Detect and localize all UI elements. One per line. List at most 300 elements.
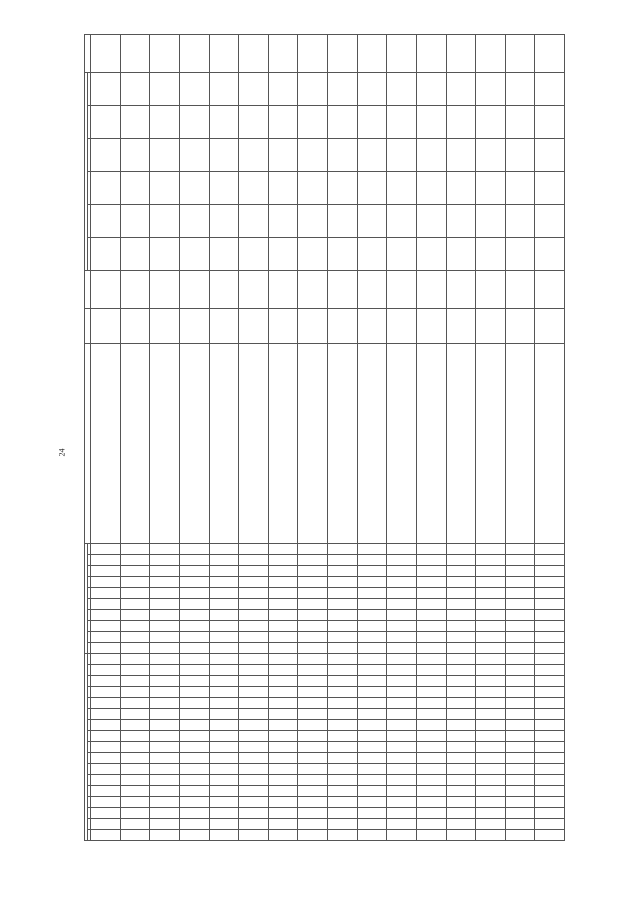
cell-code-25 (120, 565, 150, 576)
cell-base (91, 270, 121, 308)
cell-year-3 (239, 171, 269, 204)
cell-code-17 (239, 653, 269, 664)
cell-code-18 (416, 642, 446, 653)
cell-code-19 (357, 631, 387, 642)
cell-code-14 (268, 687, 298, 698)
cell-code-13 (328, 698, 358, 709)
cell-year-5 (476, 105, 506, 138)
cell-year-5 (387, 105, 417, 138)
cell-code-6 (535, 775, 565, 786)
cell-code-15 (120, 676, 150, 687)
cell-code-19 (446, 631, 476, 642)
cell-code-24 (446, 576, 476, 587)
cell-year-4 (505, 138, 535, 171)
cell-year-4 (535, 138, 565, 171)
cell-code-5 (268, 786, 298, 797)
cell-year-4 (446, 138, 476, 171)
cell-code-7 (357, 764, 387, 775)
cell-code-12 (416, 709, 446, 720)
cell-year-5 (150, 105, 180, 138)
cell-code-4 (357, 797, 387, 808)
cell-base (150, 270, 180, 308)
cell-code-25 (535, 565, 565, 576)
cell-code-26 (150, 554, 180, 565)
cell-code-9 (416, 742, 446, 753)
cell-code-21 (298, 609, 328, 620)
cell-unit (446, 308, 476, 343)
cell-code-10 (209, 731, 239, 742)
cell-year-1 (505, 237, 535, 270)
cell-code-23 (387, 587, 417, 598)
cell-code-16 (91, 665, 121, 676)
cell-code-27 (298, 543, 328, 554)
cell-year-1 (268, 237, 298, 270)
cell-code-17 (357, 653, 387, 664)
cell-code-18 (446, 642, 476, 653)
cell-year-2 (239, 204, 269, 237)
table-row (357, 34, 387, 840)
cell-code-1 (328, 830, 358, 841)
cell-final (120, 34, 150, 72)
cell-code-1 (298, 830, 328, 841)
cell-code-3 (120, 808, 150, 819)
cell-year-6 (298, 72, 328, 105)
cell-code-11 (446, 720, 476, 731)
cell-code-7 (505, 764, 535, 775)
cell-code-1 (446, 830, 476, 841)
cell-code-10 (535, 731, 565, 742)
cell-code-24 (179, 576, 209, 587)
cell-code-4 (298, 797, 328, 808)
cell-code-3 (91, 808, 121, 819)
cell-code-10 (387, 731, 417, 742)
cell-code-10 (505, 731, 535, 742)
cell-code-3 (505, 808, 535, 819)
cell-code-5 (328, 786, 358, 797)
cell-code-5 (357, 786, 387, 797)
cell-code-2 (505, 819, 535, 830)
table-row (476, 34, 506, 840)
cell-year-6 (91, 72, 121, 105)
cell-year-2 (298, 204, 328, 237)
cell-code-24 (298, 576, 328, 587)
cell-code-8 (357, 753, 387, 764)
cell-code-6 (150, 775, 180, 786)
cell-code-27 (209, 543, 239, 554)
cell-code-3 (298, 808, 328, 819)
cell-code-13 (239, 698, 269, 709)
cell-code-20 (239, 620, 269, 631)
cell-code-26 (209, 554, 239, 565)
cell-code-20 (179, 620, 209, 631)
cell-code-8 (535, 753, 565, 764)
cell-indicator (150, 343, 180, 543)
cell-code-26 (476, 554, 506, 565)
cell-code-7 (476, 764, 506, 775)
cell-year-4 (328, 138, 358, 171)
cell-code-9 (150, 742, 180, 753)
cell-code-4 (476, 797, 506, 808)
cell-code-23 (209, 587, 239, 598)
cell-code-13 (505, 698, 535, 709)
cell-unit (387, 308, 417, 343)
cell-year-1 (239, 237, 269, 270)
cell-code-23 (416, 587, 446, 598)
cell-code-27 (446, 543, 476, 554)
cell-code-11 (120, 720, 150, 731)
cell-code-23 (120, 587, 150, 598)
cell-code-13 (120, 698, 150, 709)
cell-indicator (91, 343, 121, 543)
cell-code-7 (387, 764, 417, 775)
cell-final (535, 34, 565, 72)
cell-year-2 (535, 204, 565, 237)
cell-code-4 (179, 797, 209, 808)
cell-code-17 (387, 653, 417, 664)
cell-code-21 (179, 609, 209, 620)
cell-code-23 (328, 587, 358, 598)
cell-year-2 (120, 204, 150, 237)
cell-code-7 (446, 764, 476, 775)
cell-code-16 (446, 665, 476, 676)
cell-indicator (446, 343, 476, 543)
cell-code-20 (91, 620, 121, 631)
cell-code-23 (535, 587, 565, 598)
cell-code-22 (268, 598, 298, 609)
cell-code-14 (357, 687, 387, 698)
cell-year-4 (209, 138, 239, 171)
cell-code-27 (328, 543, 358, 554)
cell-code-27 (268, 543, 298, 554)
cell-code-3 (476, 808, 506, 819)
cell-code-4 (150, 797, 180, 808)
cell-code-16 (150, 665, 180, 676)
cell-code-13 (387, 698, 417, 709)
cell-code-25 (476, 565, 506, 576)
cell-final (268, 34, 298, 72)
cell-year-1 (328, 237, 358, 270)
cell-code-17 (268, 653, 298, 664)
cell-code-13 (357, 698, 387, 709)
cell-code-27 (179, 543, 209, 554)
cell-code-20 (298, 620, 328, 631)
cell-code-11 (150, 720, 180, 731)
cell-code-11 (416, 720, 446, 731)
cell-code-6 (416, 775, 446, 786)
cell-year-4 (387, 138, 417, 171)
cell-code-7 (150, 764, 180, 775)
cell-code-23 (268, 587, 298, 598)
cell-code-25 (91, 565, 121, 576)
cell-code-11 (179, 720, 209, 731)
cell-code-15 (535, 676, 565, 687)
table-row (120, 34, 150, 840)
cell-code-2 (120, 819, 150, 830)
cell-base (268, 270, 298, 308)
cell-code-15 (150, 676, 180, 687)
cell-code-18 (328, 642, 358, 653)
cell-year-3 (357, 171, 387, 204)
cell-code-9 (298, 742, 328, 753)
cell-code-17 (328, 653, 358, 664)
cell-code-3 (239, 808, 269, 819)
cell-code-14 (91, 687, 121, 698)
cell-code-11 (476, 720, 506, 731)
cell-base (535, 270, 565, 308)
cell-code-19 (179, 631, 209, 642)
cell-unit (328, 308, 358, 343)
cell-code-15 (328, 676, 358, 687)
cell-year-3 (120, 171, 150, 204)
cell-code-14 (387, 687, 417, 698)
cell-year-2 (328, 204, 358, 237)
cell-code-2 (535, 819, 565, 830)
cell-code-14 (535, 687, 565, 698)
cell-code-23 (476, 587, 506, 598)
cell-code-1 (416, 830, 446, 841)
cell-year-1 (416, 237, 446, 270)
cell-code-23 (505, 587, 535, 598)
cell-year-3 (328, 171, 358, 204)
cell-code-12 (120, 709, 150, 720)
cell-code-7 (416, 764, 446, 775)
cell-code-1 (535, 830, 565, 841)
cell-code-10 (328, 731, 358, 742)
cell-code-12 (505, 709, 535, 720)
cell-code-14 (239, 687, 269, 698)
cell-year-5 (209, 105, 239, 138)
cell-code-13 (535, 698, 565, 709)
cell-code-13 (179, 698, 209, 709)
cell-code-26 (535, 554, 565, 565)
cell-code-3 (179, 808, 209, 819)
page-number: 24 (57, 448, 67, 457)
cell-year-5 (120, 105, 150, 138)
cell-code-7 (91, 764, 121, 775)
cell-code-4 (120, 797, 150, 808)
cell-code-15 (179, 676, 209, 687)
cell-code-8 (268, 753, 298, 764)
table-row (179, 34, 209, 840)
cell-year-4 (298, 138, 328, 171)
cell-code-2 (209, 819, 239, 830)
cell-code-23 (91, 587, 121, 598)
cell-code-17 (91, 653, 121, 664)
cell-code-6 (268, 775, 298, 786)
cell-code-8 (239, 753, 269, 764)
cell-code-19 (298, 631, 328, 642)
cell-code-27 (505, 543, 535, 554)
cell-base (179, 270, 209, 308)
cell-final (357, 34, 387, 72)
cell-code-21 (446, 609, 476, 620)
cell-code-24 (120, 576, 150, 587)
cell-code-2 (476, 819, 506, 830)
cell-year-5 (446, 105, 476, 138)
cell-code-2 (446, 819, 476, 830)
cell-code-24 (268, 576, 298, 587)
cell-base (446, 270, 476, 308)
cell-code-21 (120, 609, 150, 620)
cell-code-17 (179, 653, 209, 664)
cell-final (209, 34, 239, 72)
cell-final (328, 34, 358, 72)
cell-code-6 (120, 775, 150, 786)
table-row (387, 34, 417, 840)
cell-code-6 (476, 775, 506, 786)
cell-code-6 (239, 775, 269, 786)
cell-final (91, 34, 121, 72)
cell-indicator (476, 343, 506, 543)
cell-code-3 (150, 808, 180, 819)
cell-code-19 (209, 631, 239, 642)
cell-code-13 (446, 698, 476, 709)
cell-code-8 (179, 753, 209, 764)
cell-code-12 (209, 709, 239, 720)
cell-code-8 (209, 753, 239, 764)
cell-base (357, 270, 387, 308)
cell-code-19 (239, 631, 269, 642)
cell-code-27 (120, 543, 150, 554)
cell-code-19 (535, 631, 565, 642)
cell-code-6 (298, 775, 328, 786)
cell-code-4 (268, 797, 298, 808)
cell-code-24 (387, 576, 417, 587)
cell-code-14 (328, 687, 358, 698)
cell-code-12 (179, 709, 209, 720)
table-row (298, 34, 328, 840)
cell-code-3 (357, 808, 387, 819)
cell-final (387, 34, 417, 72)
cell-code-21 (505, 609, 535, 620)
cell-code-24 (150, 576, 180, 587)
cell-code-20 (150, 620, 180, 631)
cell-code-14 (446, 687, 476, 698)
cell-unit (505, 308, 535, 343)
cell-code-16 (179, 665, 209, 676)
cell-code-16 (416, 665, 446, 676)
table-row (268, 34, 298, 840)
cell-code-19 (268, 631, 298, 642)
cell-code-6 (179, 775, 209, 786)
cell-code-12 (91, 709, 121, 720)
cell-code-22 (446, 598, 476, 609)
cell-code-23 (150, 587, 180, 598)
cell-year-1 (387, 237, 417, 270)
cell-year-6 (446, 72, 476, 105)
cell-code-23 (239, 587, 269, 598)
cell-code-2 (328, 819, 358, 830)
cell-base (120, 270, 150, 308)
cell-code-7 (328, 764, 358, 775)
cell-code-9 (357, 742, 387, 753)
cell-final (446, 34, 476, 72)
cell-code-10 (416, 731, 446, 742)
cell-code-14 (150, 687, 180, 698)
cell-code-15 (505, 676, 535, 687)
cell-code-10 (91, 731, 121, 742)
cell-code-1 (357, 830, 387, 841)
cell-base (476, 270, 506, 308)
cell-code-25 (328, 565, 358, 576)
cell-year-4 (268, 138, 298, 171)
cell-code-21 (357, 609, 387, 620)
cell-year-5 (179, 105, 209, 138)
cell-code-20 (416, 620, 446, 631)
cell-code-26 (328, 554, 358, 565)
cell-indicator (328, 343, 358, 543)
cell-code-27 (150, 543, 180, 554)
cell-code-27 (387, 543, 417, 554)
cell-code-4 (416, 797, 446, 808)
table-row (535, 34, 565, 840)
cell-year-4 (416, 138, 446, 171)
cell-code-25 (209, 565, 239, 576)
cell-code-9 (209, 742, 239, 753)
cell-year-5 (91, 105, 121, 138)
cell-code-6 (357, 775, 387, 786)
cell-code-4 (505, 797, 535, 808)
cell-year-5 (535, 105, 565, 138)
table-row (91, 34, 121, 840)
cell-code-1 (505, 830, 535, 841)
cell-code-19 (150, 631, 180, 642)
cell-code-18 (209, 642, 239, 653)
cell-code-7 (298, 764, 328, 775)
cell-code-7 (239, 764, 269, 775)
cell-code-1 (209, 830, 239, 841)
cell-year-4 (239, 138, 269, 171)
cell-code-22 (505, 598, 535, 609)
cell-code-9 (120, 742, 150, 753)
cell-code-1 (239, 830, 269, 841)
cell-code-26 (298, 554, 328, 565)
cell-year-2 (416, 204, 446, 237)
cell-year-2 (387, 204, 417, 237)
cell-code-17 (446, 653, 476, 664)
cell-code-4 (209, 797, 239, 808)
cell-code-5 (150, 786, 180, 797)
cell-code-16 (239, 665, 269, 676)
cell-code-11 (268, 720, 298, 731)
cell-code-19 (120, 631, 150, 642)
cell-year-3 (298, 171, 328, 204)
cell-year-6 (505, 72, 535, 105)
cell-year-6 (476, 72, 506, 105)
cell-code-27 (91, 543, 121, 554)
cell-code-25 (446, 565, 476, 576)
cell-code-4 (446, 797, 476, 808)
cell-code-15 (387, 676, 417, 687)
cell-year-5 (239, 105, 269, 138)
cell-year-5 (268, 105, 298, 138)
cell-year-1 (179, 237, 209, 270)
cell-code-4 (328, 797, 358, 808)
cell-code-20 (476, 620, 506, 631)
cell-code-7 (268, 764, 298, 775)
cell-code-12 (446, 709, 476, 720)
cell-code-22 (387, 598, 417, 609)
cell-code-21 (387, 609, 417, 620)
cell-code-17 (505, 653, 535, 664)
cell-code-24 (505, 576, 535, 587)
cell-code-18 (120, 642, 150, 653)
cell-code-25 (387, 565, 417, 576)
cell-year-1 (357, 237, 387, 270)
cell-code-8 (505, 753, 535, 764)
cell-unit (91, 308, 121, 343)
cell-indicator (179, 343, 209, 543)
